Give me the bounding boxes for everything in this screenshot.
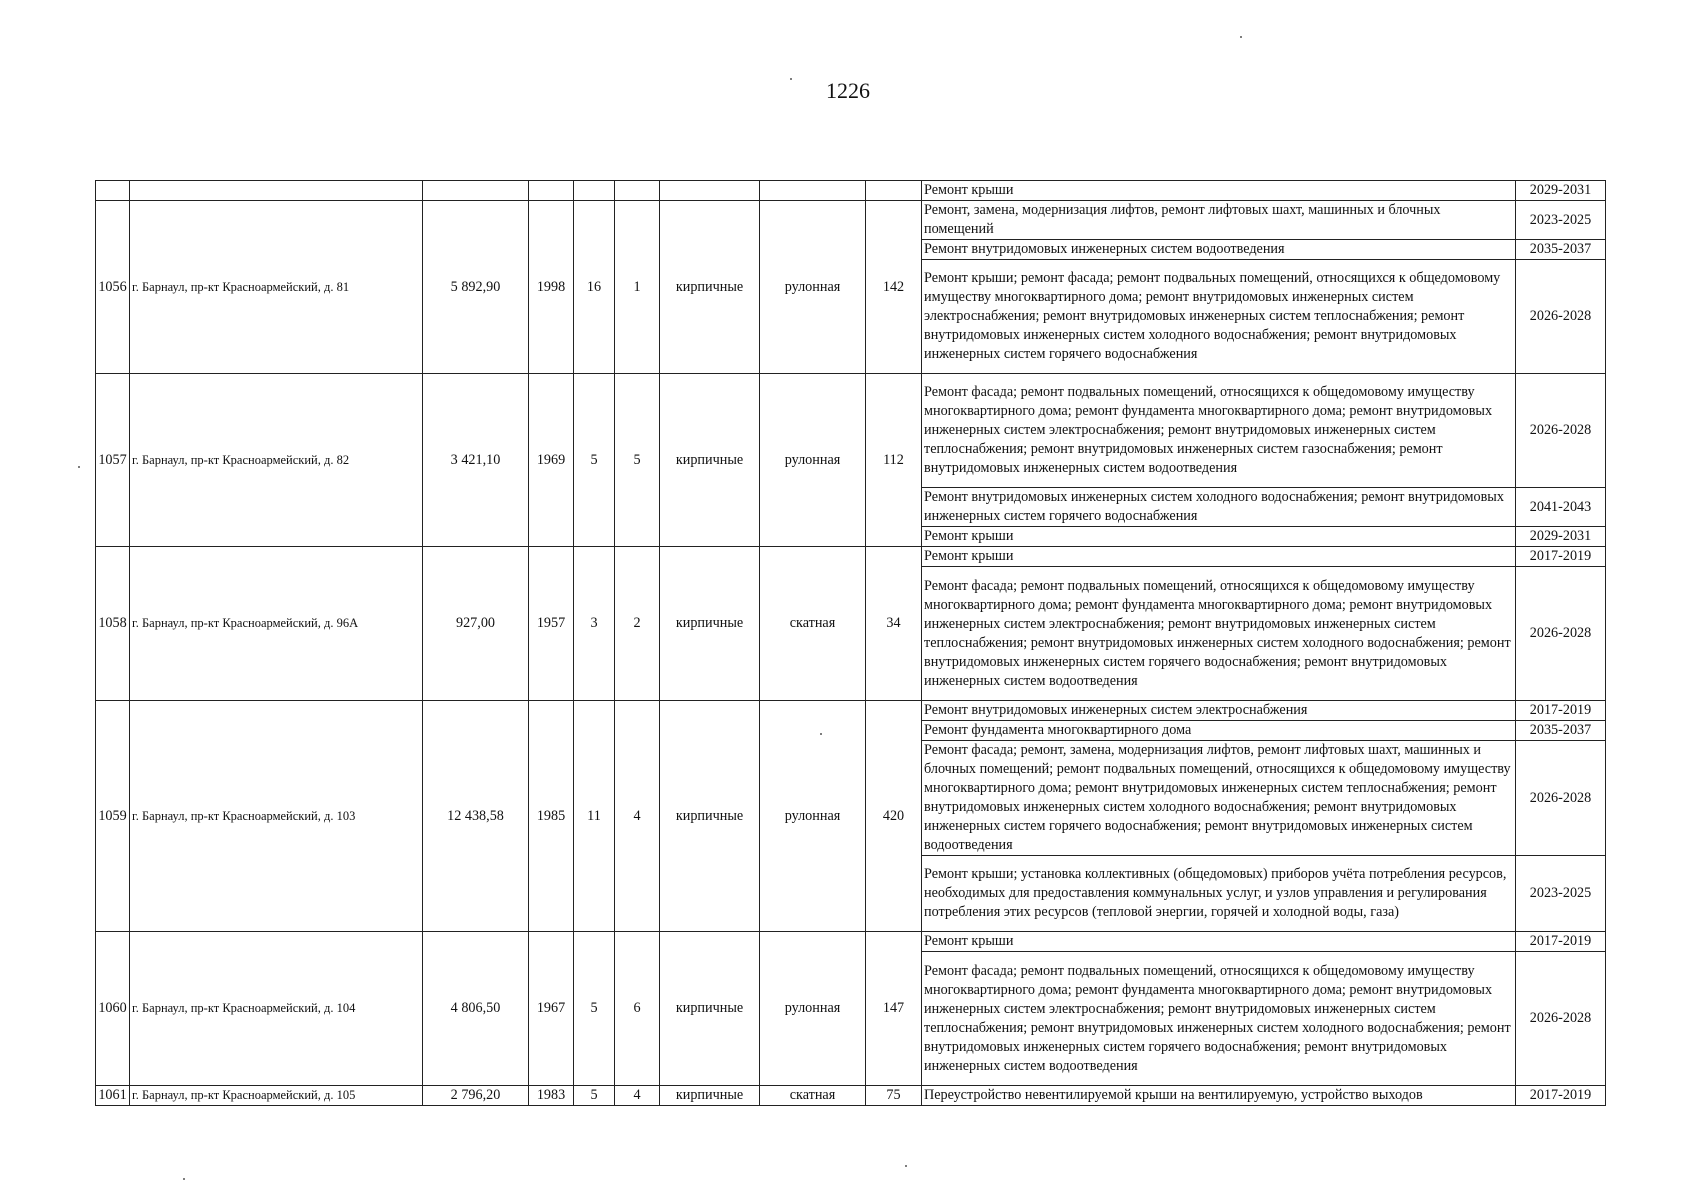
area-cell: 5 892,90: [423, 201, 529, 374]
residents-cell: 112: [866, 374, 922, 547]
address-cell: г. Барнаул, пр-кт Красноармейский, д. 104: [130, 932, 423, 1086]
roof-cell: рулонная: [760, 201, 866, 374]
floors-cell: 5: [574, 932, 615, 1086]
address-cell: г. Барнаул, пр-кт Красноармейский, д. 105: [130, 1086, 423, 1106]
area-cell: 3 421,10: [423, 374, 529, 547]
row-number: 1060: [96, 932, 130, 1086]
table-row: [96, 374, 1606, 488]
work-period: 2029-2031: [1516, 181, 1606, 201]
work-period: 2017-2019: [1516, 1086, 1606, 1106]
work-description: Ремонт крыши: [922, 527, 1516, 547]
scan-speck: [183, 1178, 185, 1180]
scan-speck: [790, 78, 792, 80]
address-cell: г. Барнаул, пр-кт Красноармейский, д. 103: [130, 701, 423, 932]
work-description: Ремонт внутридомовых инженерных систем холодного водоснабжения; ремонт внутридомовых инженерных систем горячего водоснабжения: [922, 488, 1516, 527]
entrances-cell: 4: [615, 701, 660, 932]
work-period: 2026-2028: [1516, 260, 1606, 374]
work-period: 2029-2031: [1516, 527, 1606, 547]
work-description: Ремонт крыши; ремонт фасада; ремонт подвальных помещений, относящихся к общедомовому имуществу многоквартирного дома; ремонт внутридомовых инженерных систем электроснабжения; ремонт внутридомовых инженерных систем теплоснабжения; ремонт внутридомовых инженерных систем холодного водоснабжения; ремонт внутридомовых инженерных систем горячего водоснабжения: [922, 260, 1516, 374]
roof-cell: рулонная: [760, 932, 866, 1086]
work-description: Ремонт внутридомовых инженерных систем водоотведения: [922, 240, 1516, 260]
floors-cell: 16: [574, 201, 615, 374]
entrances-cell: [615, 181, 660, 201]
residents-cell: [866, 181, 922, 201]
walls-cell: [660, 181, 760, 201]
residents-cell: 75: [866, 1086, 922, 1106]
row-number: [96, 181, 130, 201]
floors-cell: [574, 181, 615, 201]
work-period: 2026-2028: [1516, 741, 1606, 856]
row-number: 1058: [96, 547, 130, 701]
work-period: 2017-2019: [1516, 547, 1606, 567]
row-number: 1057: [96, 374, 130, 547]
work-description: Ремонт фундамента многоквартирного дома: [922, 721, 1516, 741]
work-period: 2026-2028: [1516, 374, 1606, 488]
work-period: 2023-2025: [1516, 201, 1606, 240]
work-description: Ремонт фасада; ремонт, замена, модернизация лифтов, ремонт лифтовых шахт, машинных и блочных помещений; ремонт подвальных помещений, относящихся к общедомовому имуществу многоквартирного дома; ремонт внутридомовых инженерных систем теплоснабжения; ремонт внутридомовых инженерных систем холодного водоснабжения; ремонт внутридомовых инженерных систем горячего водоснабжения; ремонт внутридомовых инженерных систем водоотведения: [922, 741, 1516, 856]
work-description: Ремонт крыши: [922, 547, 1516, 567]
entrances-cell: 2: [615, 547, 660, 701]
scan-speck: [78, 466, 80, 468]
year-cell: [529, 181, 574, 201]
entrances-cell: 1: [615, 201, 660, 374]
work-period: 2023-2025: [1516, 856, 1606, 932]
row-number: 1059: [96, 701, 130, 932]
year-cell: 1983: [529, 1086, 574, 1106]
table-row: [96, 1086, 1606, 1106]
area-cell: 927,00: [423, 547, 529, 701]
table-row: [96, 547, 1606, 567]
roof-cell: рулонная: [760, 374, 866, 547]
scan-speck: [905, 1165, 907, 1167]
work-description: Ремонт, замена, модернизация лифтов, ремонт лифтовых шахт, машинных и блочных помещений: [922, 201, 1516, 240]
work-period: 2041-2043: [1516, 488, 1606, 527]
area-cell: 2 796,20: [423, 1086, 529, 1106]
table-row: [96, 201, 1606, 240]
row-number: 1061: [96, 1086, 130, 1106]
walls-cell: кирпичные: [660, 932, 760, 1086]
year-cell: 1998: [529, 201, 574, 374]
area-cell: 4 806,50: [423, 932, 529, 1086]
work-description: Ремонт крыши: [922, 932, 1516, 952]
floors-cell: 5: [574, 1086, 615, 1106]
work-period: 2026-2028: [1516, 952, 1606, 1086]
address-cell: [130, 181, 423, 201]
year-cell: 1985: [529, 701, 574, 932]
work-period: 2017-2019: [1516, 701, 1606, 721]
table-row: [96, 701, 1606, 721]
residents-cell: 147: [866, 932, 922, 1086]
residents-cell: 420: [866, 701, 922, 932]
residents-cell: 142: [866, 201, 922, 374]
work-description: Ремонт фасада; ремонт подвальных помещений, относящихся к общедомовому имуществу многоквартирного дома; ремонт фундамента многоквартирного дома; ремонт внутридомовых инженерных систем электроснабжения; ремонт внутридомовых инженерных систем теплоснабжения; ремонт внутридомовых инженерных систем холодного водоснабжения; ремонт внутридомовых инженерных систем горячего водоснабжения; ремонт внутридомовых инженерных систем водоотведения: [922, 567, 1516, 701]
walls-cell: кирпичные: [660, 201, 760, 374]
residents-cell: 34: [866, 547, 922, 701]
address-cell: г. Барнаул, пр-кт Красноармейский, д. 96А: [130, 547, 423, 701]
walls-cell: кирпичные: [660, 701, 760, 932]
work-description: Ремонт крыши: [922, 181, 1516, 201]
page-number: 1226: [826, 78, 870, 103]
area-cell: 12 438,58: [423, 701, 529, 932]
work-period: 2017-2019: [1516, 932, 1606, 952]
scan-speck: [1240, 36, 1242, 38]
work-description: Ремонт крыши; установка коллективных (общедомовых) приборов учёта потребления ресурсов, необходимых для предоставления коммунальных услуг, и узлов управления и регулирования потребления этих ресурсов (тепловой энергии, горячей и холодной воды, газа): [922, 856, 1516, 932]
address-cell: г. Барнаул, пр-кт Красноармейский, д. 82: [130, 374, 423, 547]
floors-cell: 5: [574, 374, 615, 547]
repair-program-table: [95, 180, 1606, 1106]
entrances-cell: 6: [615, 932, 660, 1086]
table-row: [96, 932, 1606, 952]
walls-cell: кирпичные: [660, 1086, 760, 1106]
roof-cell: [760, 181, 866, 201]
scan-speck: [820, 733, 822, 735]
work-description: Ремонт фасада; ремонт подвальных помещений, относящихся к общедомовому имуществу многоквартирного дома; ремонт фундамента многоквартирного дома; ремонт внутридомовых инженерных систем электроснабжения; ремонт внутридомовых инженерных систем теплоснабжения; ремонт внутридомовых инженерных систем холодного водоснабжения; ремонт внутридомовых инженерных систем горячего водоснабжения; ремонт внутридомовых инженерных систем водоотведения: [922, 952, 1516, 1086]
area-cell: [423, 181, 529, 201]
work-period: 2035-2037: [1516, 721, 1606, 741]
walls-cell: кирпичные: [660, 374, 760, 547]
year-cell: 1969: [529, 374, 574, 547]
work-description: Ремонт фасада; ремонт подвальных помещений, относящихся к общедомовому имуществу многоквартирного дома; ремонт фундамента многоквартирного дома; ремонт внутридомовых инженерных систем электроснабжения; ремонт внутридомовых инженерных систем теплоснабжения; ремонт внутридомовых инженерных систем газоснабжения; ремонт внутридомовых инженерных систем водоотведения: [922, 374, 1516, 488]
row-number: 1056: [96, 201, 130, 374]
work-description: Ремонт внутридомовых инженерных систем электроснабжения: [922, 701, 1516, 721]
address-cell: г. Барнаул, пр-кт Красноармейский, д. 81: [130, 201, 423, 374]
roof-cell: скатная: [760, 1086, 866, 1106]
floors-cell: 11: [574, 701, 615, 932]
work-period: 2026-2028: [1516, 567, 1606, 701]
entrances-cell: 4: [615, 1086, 660, 1106]
work-period: 2035-2037: [1516, 240, 1606, 260]
work-description: Переустройство невентилируемой крыши на вентилируемую, устройство выходов: [922, 1086, 1516, 1106]
year-cell: 1957: [529, 547, 574, 701]
floors-cell: 3: [574, 547, 615, 701]
walls-cell: кирпичные: [660, 547, 760, 701]
entrances-cell: 5: [615, 374, 660, 547]
year-cell: 1967: [529, 932, 574, 1086]
roof-cell: скатная: [760, 547, 866, 701]
table-row: [96, 181, 1606, 201]
roof-cell: рулонная: [760, 701, 866, 932]
